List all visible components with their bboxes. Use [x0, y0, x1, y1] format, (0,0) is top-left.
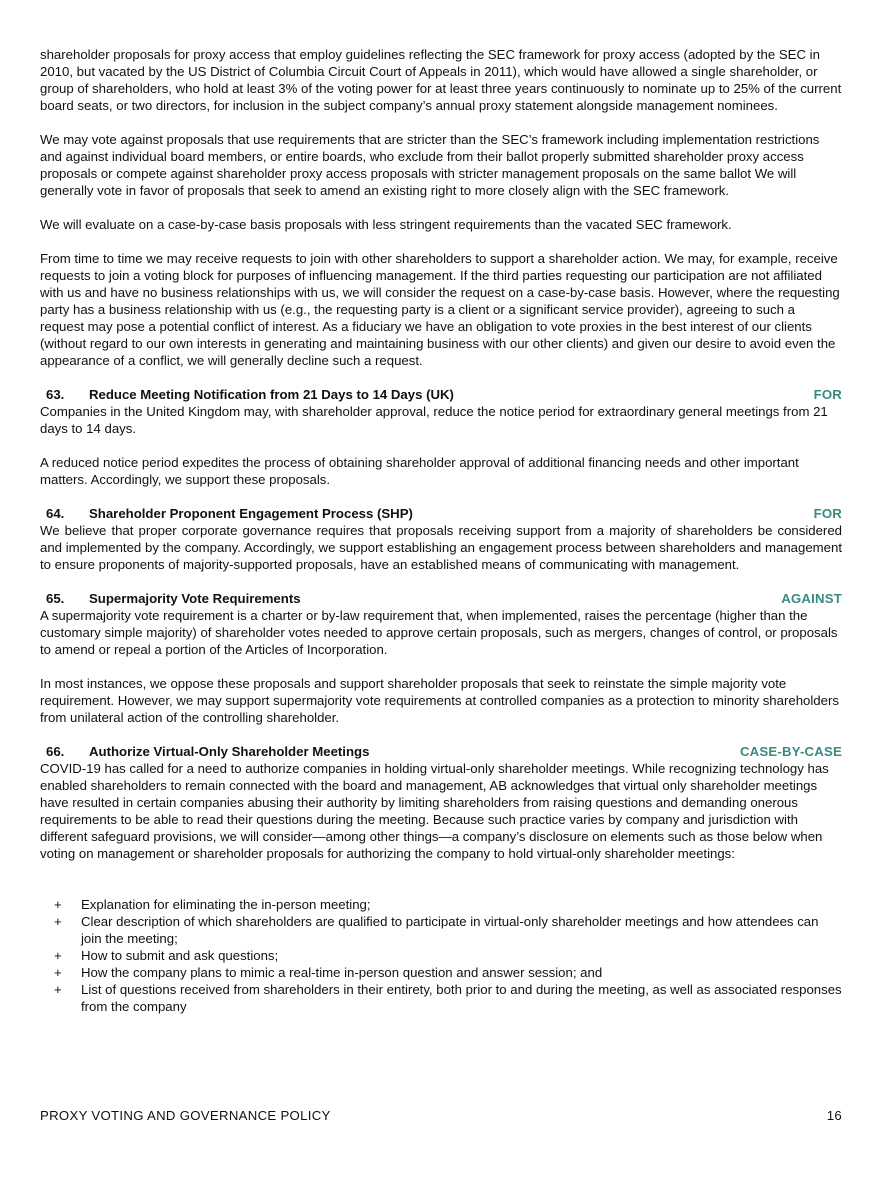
list-item	[40, 896, 842, 913]
list-item	[40, 913, 842, 947]
section-65-paragraph-1: A supermajority vote requirement is a charter or by-law requirement that, when implemented, raises the percentage (higher than the customary simple majority) of shareholder votes needed to approve certain proposals, such as mergers, changes of control, or proposals to amend or repeal a portion of the Articles of Incorporation.	[40, 608, 838, 657]
vote-badge: CASE-BY-CASE	[739, 744, 842, 759]
section-title-group	[40, 505, 413, 522]
intro-paragraph-3: We will evaluate on a case-by-case basis proposals with less stringent requirements than the vacated SEC framework.	[40, 217, 732, 232]
intro-paragraph-4: From time to time we may receive requests to join with other shareholders to support a shareholder action. We may, for example, receive requests to join a voting block for purposes of influencing management. If the third parties requesting our participation are not affiliated with us and have no business relationships with us, we will consider the request on a case-by-case basis. However, where the requesting party has a business relationship with us (e.g., the requesting party is a client or a significant service provider), agreeing to such a request may pose a potential conflict of interest. As a fiduciary we have an obligation to vote proxies in the best interest of our clients (without regard to our own interests in generating and maintaining business with our other clients) and given our desire to avoid even the appearance of a conflict, we will generally decline such a request.	[40, 251, 840, 368]
section-title: Authorize Virtual-Only Shareholder Meetings	[89, 744, 370, 759]
list-item-text: Clear description of which shareholders are qualified to participate in virtual-only shareholder meetings and how attendees can join the meeting;	[81, 914, 819, 946]
section-66-paragraph-1: COVID-19 has called for a need to authorize companies in holding virtual-only shareholder meetings. While recognizing technology has enabled shareholders to remain connected with the board and management, AB acknowledges that virtual only shareholder meetings have resulted in certain companies abusing their authority by limiting shareholders from raising questions and demanding onerous requirements to be able to read their questions during the meeting. Because such practice varies by company and jurisdiction with different safeguard provisions, we will consider—among other things—a company’s disclosure on elements such as those below when voting on management or shareholder proposals for authorizing the company to hold virtual-only shareholder meetings:	[40, 761, 829, 861]
vote-badge: AGAINST	[781, 591, 842, 606]
list-item-text: Explanation for eliminating the in-person meeting;	[81, 897, 371, 912]
section-title: Shareholder Proponent Engagement Process (SHP)	[89, 506, 413, 521]
section-number: 63.	[46, 387, 65, 402]
section-heading-66	[40, 743, 842, 760]
section-heading-63	[40, 386, 842, 403]
section-number: 64.	[46, 506, 65, 521]
document-page	[40, 46, 842, 1015]
page-footer	[40, 1108, 842, 1123]
list-item	[40, 981, 842, 1015]
list-item-text: How the company plans to mimic a real-time in-person question and answer session; and	[81, 965, 603, 980]
plus-bullet-icon: +	[54, 965, 62, 980]
section-number: 66.	[46, 744, 65, 759]
section-63-paragraph-2: A reduced notice period expedites the process of obtaining shareholder approval of additional financing needs and other important matters. Accordingly, we support these proposals.	[40, 455, 799, 487]
plus-bullet-icon: +	[54, 897, 62, 912]
section-64-paragraph-1: We believe that proper corporate governance requires that proposals receiving support from a majority of shareholders be considered and implemented by the company. Accordingly, we support establishing an engagement process between shareholders and management to ensure proponents of majority-supported proposals, have an established means of communicating with management.	[40, 523, 842, 572]
section-63-paragraph-1: Companies in the United Kingdom may, with shareholder approval, reduce the notice period for extraordinary general meetings from 21 days to 14 days.	[40, 404, 828, 436]
footer-title: PROXY VOTING AND GOVERNANCE POLICY	[40, 1108, 331, 1123]
list-item-text: List of questions received from shareholders in their entirety, both prior to and during the meeting, as well as associated responses from the company	[81, 982, 842, 1014]
section-title-group	[40, 743, 369, 760]
list-item	[40, 964, 842, 981]
intro-paragraph-2: We may vote against proposals that use requirements that are stricter than the SEC’s framework including implementation restrictions and against individual board members, or entire boards, who exclude from their ballot properly submitted shareholder proxy access proposals or compete against shareholder proxy access proposals with stricter management proposals on the same ballot We will generally vote in favor of proposals that seek to amend an existing right to more closely align with the SEC framework.	[40, 132, 820, 198]
intro-paragraph-1: shareholder proposals for proxy access that employ guidelines reflecting the SEC framework for proxy access (adopted by the SEC in 2010, but vacated by the US District of Columbia Circuit Court of Appeals in 2011), which would have allowed a single shareholder, or group of shareholders, who hold at least 3% of the voting power for at least three years continuously to nominate up to 25% of the current board seats, or two directors, for inclusion in the subject company’s annual proxy statement alongside management nominees.	[40, 47, 842, 113]
list-item	[40, 947, 842, 964]
plus-bullet-icon: +	[54, 982, 62, 997]
section-title-group	[40, 590, 301, 607]
section-65-paragraph-2: In most instances, we oppose these proposals and support shareholder proposals that seek to reinstate the simple majority vote requirement. However, we may support supermajority vote requirements at controlled companies as a protection to minority shareholders from unilateral action of the controlling shareholder.	[40, 676, 839, 725]
section-number: 65.	[46, 591, 65, 606]
list-item-text: How to submit and ask questions;	[81, 948, 279, 963]
section-heading-65	[40, 590, 842, 607]
plus-bullet-icon: +	[54, 914, 62, 929]
section-title: Reduce Meeting Notification from 21 Days to 14 Days (UK)	[89, 387, 454, 402]
plus-bullet-icon: +	[54, 948, 62, 963]
vote-badge: FOR	[813, 387, 842, 402]
page-number: 16	[826, 1108, 842, 1123]
section-title-group	[40, 386, 454, 403]
vote-badge: FOR	[813, 506, 842, 521]
section-heading-64	[40, 505, 842, 522]
bullet-list	[40, 896, 842, 1015]
section-title: Supermajority Vote Requirements	[89, 591, 301, 606]
